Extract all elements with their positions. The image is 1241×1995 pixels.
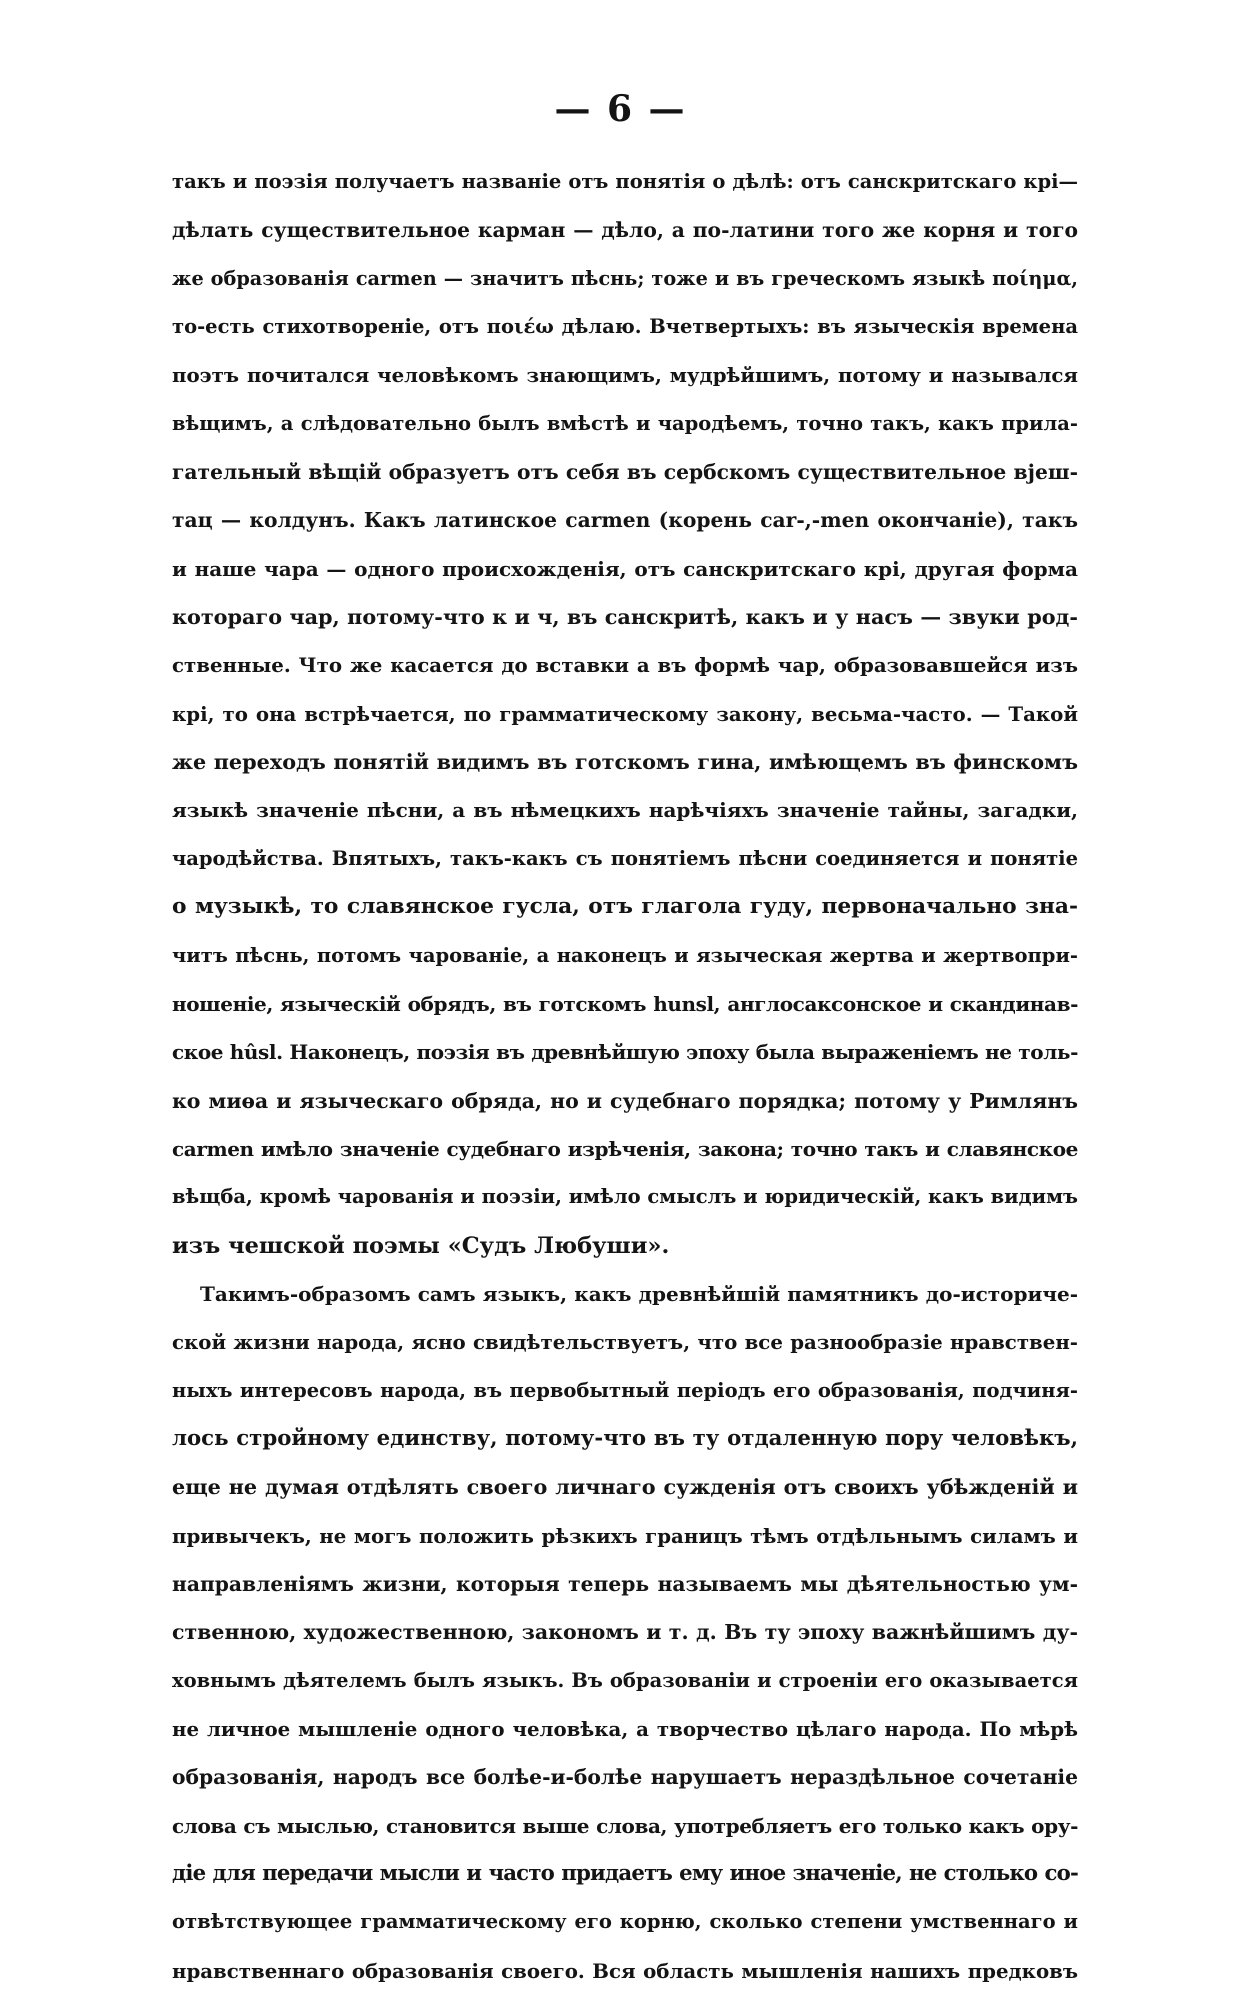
text-line: о музыкѣ, то славянское гусла, отъ глагола гуду, первоначально зна-	[172, 894, 1078, 920]
text-line: тац — колдунъ. Какъ латинское carmen (корень car-,-men окончаніе), такъ	[172, 508, 1078, 533]
text-line: не личное мышленіе одного человѣка, а творчество цѣлаго народа. По мѣрѣ	[172, 1717, 1078, 1741]
text-line: ныхъ интересовъ народа, въ первобытный періодъ его образованія, подчиня-	[172, 1378, 1078, 1402]
text-line: котораго чар, потому-что к и ч, въ санскритѣ, какъ и у насъ — звуки род-	[172, 605, 1078, 630]
text-line: же образованія carmen — значитъ пѣснь; тоже и въ греческомъ языкѣ ποίημα,	[172, 266, 1078, 290]
text-line: чародѣйства. Впятыхъ, такъ-какъ съ понятіемъ пѣсни соединяется и понятіе	[172, 846, 1078, 870]
text-line: лось стройному единству, потому-что въ ту отдаленную пору человѣкъ,	[172, 1425, 1078, 1451]
text-line: еще не думая отдѣлять своего личнаго сужденія отъ своихъ убѣжденій и	[172, 1475, 1078, 1500]
text-line: языкѣ значеніе пѣсни, а въ нѣмецкихъ нарѣчіяхъ значеніе тайны, загадки,	[172, 798, 1078, 823]
text-line: крі, то она встрѣчается, по грамматическому закону, весьма-часто. — Такой	[172, 701, 1078, 726]
text-line: то-есть стихотвореніе, отъ ποιέω дѣлаю. Вчетвертыхъ: въ языческія времена	[172, 315, 1078, 339]
text-line: ственною, художественною, закономъ и т. д. Въ ту эпоху важнѣйшимъ ду-	[172, 1620, 1078, 1645]
text-line: поэтъ почитался человѣкомъ знающимъ, мудрѣйшимъ, потому и назывался	[172, 363, 1078, 388]
text-line: ховнымъ дѣятелемъ былъ языкъ. Въ образованіи и строеніи его оказывается	[172, 1668, 1078, 1692]
text-line: образованія, народъ все болѣе-и-болѣе нарушаетъ нераздѣльное сочетаніе	[172, 1765, 1078, 1790]
text-line: ношеніе, языческій обрядъ, въ готскомъ hunsl, англосаксонское и скандинав-	[172, 991, 1078, 1016]
text-line: привычекъ, не могъ положить рѣзкихъ границъ тѣмъ отдѣльнымъ силамъ и	[172, 1523, 1078, 1548]
text-line: Такимъ-образомъ самъ языкъ, какъ древнѣйшій памятникъ до-историче-	[200, 1281, 1078, 1306]
text-line: діе для передачи мысли и часто придаетъ ему иное значеніе, не столько со-	[172, 1861, 1078, 1887]
text-line: и наше чара — одного происхожденія, отъ санскритскаго крі, другая форма	[172, 556, 1078, 581]
text-line: же переходъ понятій видимъ въ готскомъ гина, имѣющемъ въ финскомъ	[172, 750, 1078, 775]
text-line: такъ и поэзія получаетъ названіе отъ понятія о дѣлѣ: отъ санскритскаго крі—	[172, 170, 1078, 193]
text-line: читъ пѣснь, потомъ чарованіе, а наконецъ и языческая жертва и жертвопри-	[172, 943, 1078, 967]
text-line: ское hûsl. Наконецъ, поэзія въ древнѣйшую эпоху была выраженіемъ не толь-	[172, 1040, 1078, 1065]
text-line: ской жизни народа, ясно свидѣтельствуетъ, что все разнообразіе нравствен-	[172, 1330, 1078, 1355]
text-line: нравственнаго образованія своего. Вся область мышленія нашихъ предковъ	[172, 1958, 1078, 1983]
text-line: вѣщба, кромѣ чарованія и поэзіи, имѣло смыслъ и юридическій, какъ видимъ	[172, 1185, 1078, 1209]
text-line: ко миѳа и языческаго обряда, но и судебнаго порядка; потому у Римлянъ	[172, 1088, 1078, 1113]
text-line: слова съ мыслью, становится выше слова, употребляетъ его только какъ ору-	[172, 1813, 1078, 1838]
text-line: гательный вѣщій образуетъ отъ себя въ сербскомъ существительное вјеш-	[172, 460, 1078, 485]
text-line: вѣщимъ, а слѣдовательно былъ вмѣстѣ и чародѣемъ, точно такъ, какъ прила-	[172, 411, 1078, 435]
text-line: дѣлать существительное карман — дѣло, а по-латини того же корня и того	[172, 218, 1078, 243]
body-text	[172, 158, 1078, 1995]
text-line: carmen имѣло значеніе судебнаго изрѣченія, закона; точно такъ и славянское	[172, 1136, 1078, 1161]
text-line: ственные. Что же касается до вставки а въ формѣ чар, образовавшейся изъ	[172, 653, 1078, 678]
page-number: — 6 —	[554, 88, 687, 130]
text-line: направленіямъ жизни, которыя теперь называемъ мы дѣятельностью ум-	[172, 1571, 1078, 1596]
text-line: изъ чешской поэмы «Судъ Любуши».	[172, 1232, 670, 1259]
text-line: отвѣтствующее грамматическому его корню, сколько степени умственнаго и	[172, 1910, 1078, 1934]
